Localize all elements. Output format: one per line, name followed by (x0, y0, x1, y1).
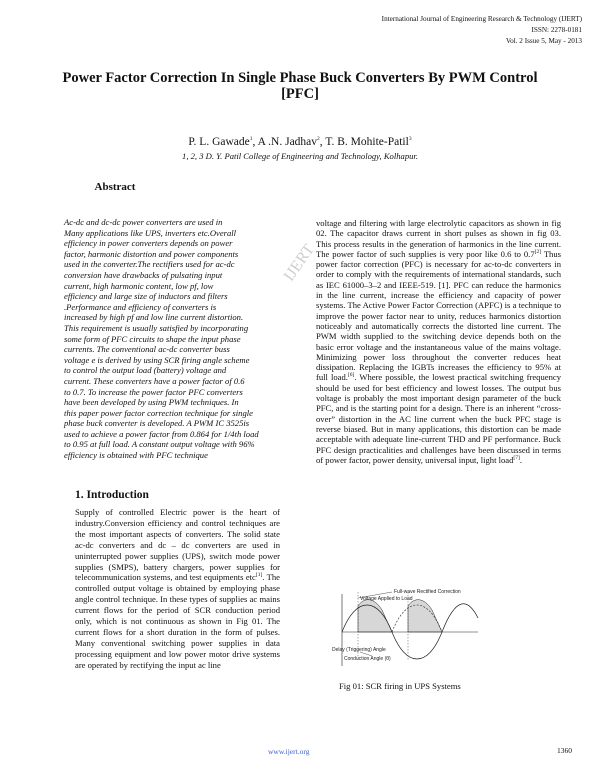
author-1: P. L. Gawade (188, 136, 250, 148)
abstract-line: to 0.95 at full load. A constant output voltage with 96% (64, 439, 255, 450)
abstract-line: efficiency in power converters depends on power (64, 238, 233, 249)
title-line-2: [PFC] (281, 86, 319, 102)
conduction-region-2 (408, 600, 442, 632)
right-ref-2: [2] (534, 249, 542, 256)
figure-caption: Fig 01: SCR firing in UPS Systems (339, 681, 461, 691)
abstract-line: have been developed by using PWM techniques. In (64, 397, 239, 408)
author-3: , T. B. Mohite-Patil (319, 136, 409, 148)
abstract-line: efficiency is obtained with PFC technique (64, 450, 208, 461)
abstract-line: this paper power factor correction technique for single (64, 407, 253, 418)
abstract-line: phase buck converter is developed. A PWM IC 3525is (64, 418, 250, 429)
abstract-body (64, 217, 284, 461)
right-ref-6: [6] (347, 372, 355, 379)
intro-ref-1: [1] (255, 572, 263, 579)
author-2: , A .N. Jadhav (252, 136, 318, 148)
abstract-heading: Abstract (94, 181, 136, 193)
volume-info: Vol. 2 Issue 5, May - 2013 (505, 37, 582, 45)
authors (0, 136, 600, 148)
abstract-line: voltage e is derived by using SCR firing angle scheme (64, 354, 250, 365)
affiliation: 1, 2, 3 D. Y. Patil College of Engineering and Technology, Kolhapur. (182, 151, 418, 161)
abstract-line: used in the converter.The rectifiers used for ac-dc (64, 259, 235, 270)
author-2-sup: 2 (317, 136, 320, 143)
abstract-line: factor, harmonic distortion and power components (64, 248, 239, 259)
right-text-part-3: . Where possible, the lowest practical switching frequency should be used for best efficiency and lowest losses. The output bus voltage is probably the most important design parameter of the buck PFC, and is the starting point for a design. There is an inherent “cross-over” distortion in the AC line current when the buck PFC stage is reverse biased. But in many applications, this distortion can be made acceptable with adequate line-current THD and PF performance. Buck PFC design practicalities and challenges have been discussed in terms of power factor, power density, universal input, light load (316, 372, 561, 465)
page-number: 1360 (557, 746, 572, 755)
scr-firing-figure (330, 588, 480, 668)
issn: ISSN: 2278-0181 (531, 26, 582, 34)
abstract-line: Ac-dc and dc-dc power converters are used in (64, 217, 223, 227)
intro-heading: 1. Introduction (75, 489, 149, 501)
journal-name: International Journal of Engineering Research & Technology (IJERT) (381, 15, 582, 23)
watermark (268, 232, 328, 292)
figure-label-voltage: Voltage Applied to Load (360, 596, 413, 602)
right-text-part-4: . (519, 454, 522, 465)
figure-label-rectified: Full-wave Rectified Correction (394, 589, 461, 595)
abstract-line: conversion have drawbacks of pulsating input (64, 269, 223, 280)
intro-paragraph (75, 507, 280, 671)
journal-header (382, 14, 582, 47)
abstract-line: current. These converters have a power factor of 0.6 (64, 375, 245, 386)
figure-label-delay: Delay (Triggering) Angle (332, 647, 386, 653)
abstract-line: to 0.7. To increase the power factor PFC converters (64, 386, 243, 397)
right-column-paragraph (316, 218, 561, 465)
footer-url[interactable]: www.ijert.org (268, 747, 310, 756)
abstract-line: some form of PFC circuits to shape the input phase (64, 333, 241, 344)
abstract-line: current, high harmonic content, low pf, low (64, 280, 214, 291)
abstract-line: currents. The conventional ac-dc converter buss (64, 344, 230, 355)
right-ref-7: [7] (513, 454, 520, 461)
author-3-sup: 3 (408, 136, 412, 143)
abstract-line: to control the output load (battery) voltage and (64, 365, 227, 376)
conduction-region-1 (358, 600, 392, 632)
abstract-line: efficiency and large size of inductors and filters (64, 291, 228, 302)
intro-text-part-2: . The controlled output voltage is obtained by employing phase angle control technique. In these types of supplies ac mains current flows for the period of SCR conduction period only, which is not continuous as shown in Fig 01. The current flows for a short duration in the form of pulses. Many conventional switching power supplies in data processing equipment and low power motor drive systems are operated by rectifying the input ac line (75, 572, 280, 670)
right-text-part-2: Thus power factor correction (PFC) is necessary for ac-to-dc converters in order to comply with the requirements of international standards, such as IEC 61000–3–2 and IEEE-519. [1]. PFC can reduce the harmonics in the line current, increase the efficiency and capacity of power systems. The Active Power Factor Correction (APFC) is a technique to improve the power factor near to unity, reduces harmonics distortion noticeably and automatically corrects the distorted line current. The PWM width supplied to the switching device depends both on the basic error voltage and the instantaneous value of the mains voltage. Minimizing power loss throughout the converter reduces heat dissipation. Replacing the IGBTs increases the efficiency to 95% at full load. (316, 248, 562, 383)
author-1-sup: 1 (249, 136, 253, 143)
title-line-1: Power Factor Correction In Single Phase Buck Converters By PWM Control (62, 70, 538, 86)
abstract-line: increased by high pf and low line current distortion. (64, 312, 244, 323)
abstract-line: used to achieve a power factor from 0.864 for 1/4th load (64, 428, 259, 439)
intro-text-part-1: Supply of controlled Electric power is the heart of industry.Conversion efficiency and control techniques are the most important aspects of converters. The solid state ac-dc converters and dc – dc converters are used in uninterrupted power supplies (UPS), switch mode power supplies (SMPS), battery chargers, power supplies for telecommunication systems, and test equipments etc (75, 507, 280, 583)
paper-title (60, 70, 540, 102)
abstract-line: Many applications like UPS, inverters etc.Overall (64, 227, 237, 238)
abstract-line: .Performance and efficiency of converters is (64, 301, 217, 312)
right-text-part-1: voltage and filtering with large electrolytic capacitors as shown in fig 02. The capacitor draws current in short pulses as shown in fig 03. This process results in the generation of harmonics in the line current. The power factor of such supplies is very poor like 0.6 to 0.7 (316, 218, 561, 259)
figure-label-conduction: Conduction Angle (θ) (344, 656, 391, 662)
abstract-line: This requirement is usually satisfied by incorporating (64, 322, 249, 333)
watermark-text: IJERT (280, 241, 318, 285)
